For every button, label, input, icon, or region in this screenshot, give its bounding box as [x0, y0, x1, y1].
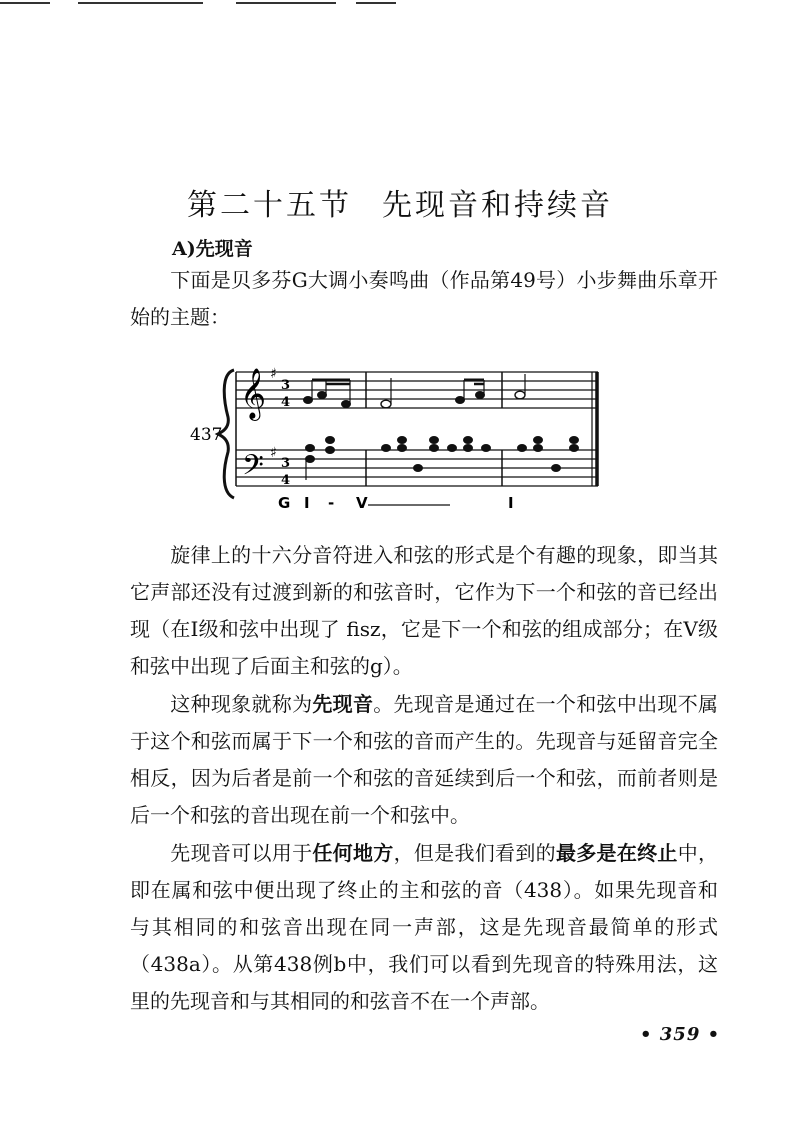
scan-artifact: [356, 2, 396, 4]
intro-text: 下面是贝多芬G大调小奏鸣曲（作品第49号）小步舞曲乐章开始的主题：: [130, 268, 718, 329]
scan-artifact: [78, 2, 203, 4]
intro-paragraph: [130, 262, 718, 336]
paragraph-text-a: 先现音可以用于: [170, 841, 313, 865]
title-section-number: 第二十五节: [187, 188, 352, 224]
paragraph-text-e: 中，即在属和弦中便出现了终止的主和弦的音（438）。如果先现音和与其相同的和弦音出现在同一声部，这是先现音最简单的形式（438a）。从第438例b中，我们可以看到先现音的特殊用法，这里的先现音和与其相同的和弦音不在一个声部。: [130, 841, 719, 1013]
treble-staff: [236, 372, 598, 408]
treble-notes: [304, 374, 526, 408]
paragraph-text-c: ，但是我们看到的: [393, 841, 556, 865]
page-title: [0, 180, 800, 224]
time-sig-bottom: 4: [281, 395, 291, 410]
chord-label-i-final: I: [508, 494, 514, 512]
time-sig-top: 3: [281, 378, 291, 393]
time-sig-top: 3: [281, 456, 291, 471]
title-topic: 先现音和持续音: [382, 188, 613, 224]
chord-label-dash: -: [328, 494, 335, 512]
page-number: • 359 •: [640, 1024, 721, 1045]
treble-clef-icon: 𝄞: [240, 368, 267, 419]
scan-artifact: [236, 2, 336, 4]
key-label: G: [278, 494, 291, 512]
paragraph-anticipation-usage: [130, 835, 718, 1020]
chord-label-i: I: [304, 494, 310, 512]
paragraph-text-rest: 。先现音是通过在一个和弦中出现不属于这个和弦而属于下一个和弦的音而产生的。先现音与延留音完全相反，因为后者是前一个和弦的音延续到后一个和弦，而前者则是后一个和弦的音出现在前一个和弦中。: [130, 692, 719, 827]
paragraph-anticipation-definition: [130, 686, 718, 834]
sharp-icon: ♯: [270, 366, 277, 382]
bass-notes: [306, 437, 579, 481]
emphasis-cadence: 最多是在终止: [555, 841, 678, 865]
sharp-icon: ♯: [270, 445, 277, 461]
emphasis-anywhere: 任何地方: [312, 841, 394, 865]
scan-artifact: [0, 2, 50, 4]
section-heading: A)先现音: [172, 238, 253, 260]
bass-clef-icon: 𝄢: [242, 449, 264, 489]
paragraph-text: 旋律上的十六分音符进入和弦的形式是个有趣的现象，即当其它声部还没有过渡到新的和弦音时，它作为下一个和弦的音已经出现（在Ⅰ级和弦中出现了 fisz，它是下一个和弦的组成部分；在Ⅴ级和弦中出现了后面主和弦的g）。: [130, 543, 718, 678]
paragraph-anticipation-description: [130, 537, 718, 685]
term-anticipation: 先现音: [312, 692, 374, 716]
music-example: [190, 362, 610, 512]
paragraph-text-start: 这种现象就称为: [170, 692, 313, 716]
chord-label-v: V: [356, 494, 368, 512]
time-sig-bottom: 4: [281, 473, 291, 488]
example-number: 437.: [190, 425, 228, 445]
